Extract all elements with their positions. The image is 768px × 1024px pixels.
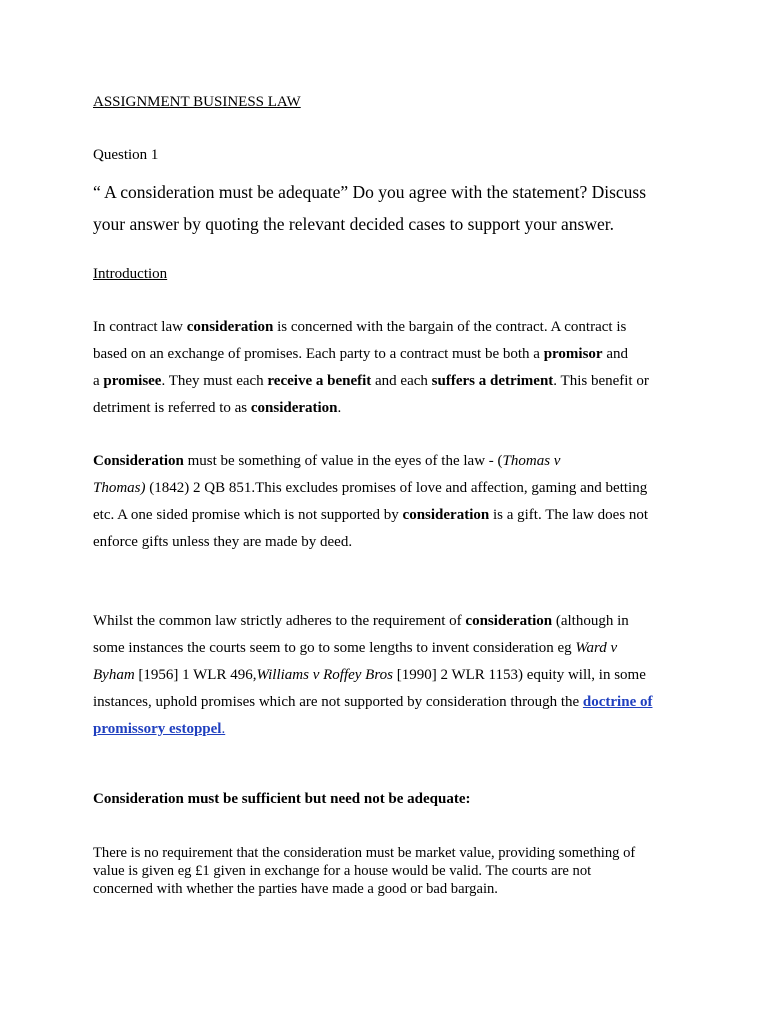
paragraph-4-line-3: concerned with whether the parties have made a good or bad bargain.	[93, 881, 498, 897]
section-subheading	[93, 792, 471, 807]
text-run: and each	[371, 373, 432, 389]
document-heading: ASSIGNMENT BUSINESS LAW	[93, 94, 301, 110]
bold-term: consideration	[186, 319, 274, 335]
text-run: must be something of value in the eyes of the law - (	[183, 453, 503, 469]
bold-term: consideration	[465, 613, 553, 629]
text-run: a	[93, 373, 104, 389]
text-run: etc. A one sided promise which is not supported by	[93, 507, 403, 523]
text-run: is a gift. The law does not	[489, 507, 649, 523]
text-run: Whilst the common law strictly adheres to the requirement of	[93, 613, 466, 629]
paragraph-3-line-4	[93, 695, 652, 710]
bold-term: consideration	[402, 507, 490, 523]
paragraph-4-line-2: value is given eg £1 given in exchange for a house would be valid. The courts are not	[93, 863, 592, 879]
text-run: [1990] 2 WLR 1153) equity will, in some	[392, 667, 646, 683]
doctrine-link[interactable]: doctrine of	[582, 694, 653, 710]
bold-term: promisee	[103, 373, 162, 389]
paragraph-1-line-4	[93, 401, 341, 416]
question-label: Question 1	[93, 147, 159, 163]
bold-term: consideration	[250, 400, 338, 416]
bold-term: suffers a detriment	[431, 373, 554, 389]
bold-term: receive a benefit	[267, 373, 372, 389]
case-citation: Williams v Roffey Bros	[256, 667, 393, 683]
text-run: detriment is referred to as	[93, 400, 251, 416]
bold-term: promisor	[543, 346, 603, 362]
bold-term: Consideration	[93, 453, 184, 469]
question-line-1: “ A consideration must be adequate” Do you agree with the statement? Discuss	[93, 182, 647, 202]
text-run: instances, uphold promises which are not supported by consideration through the	[93, 694, 583, 710]
subheading-text: Consideration must be sufficient but need not be adequate:	[93, 791, 471, 807]
text-run: .	[221, 721, 226, 737]
text-run: .	[337, 400, 342, 416]
paragraph-3-line-5	[93, 722, 225, 737]
case-citation: Ward v	[575, 640, 618, 656]
paragraph-1-line-1	[93, 320, 626, 335]
text-run: (although in	[552, 613, 629, 629]
case-citation: Byham	[93, 667, 135, 683]
text-run: some instances the courts seem to go to some lengths to invent consideration eg	[93, 640, 576, 656]
paragraph-1-line-2	[93, 347, 628, 362]
text-run: . They must each	[161, 373, 268, 389]
question-line-2: your answer by quoting the relevant decided cases to support your answer.	[93, 214, 614, 234]
paragraph-3-line-2	[93, 641, 617, 656]
text-run: [1956] 1 WLR 496,	[134, 667, 257, 683]
text-run: (1842) 2 QB 851.This excludes promises of love and affection, gaming and betting	[145, 480, 648, 496]
paragraph-3-line-3	[93, 668, 646, 683]
text-run: and	[602, 346, 628, 362]
paragraph-3-line-1	[93, 614, 629, 629]
text-run: In contract law	[93, 319, 187, 335]
case-citation: Thomas)	[93, 480, 146, 496]
paragraph-4-line-1: There is no requirement that the consideration must be market value, providing something of	[93, 845, 636, 861]
promissory-estoppel-link[interactable]: promissory estoppel	[93, 721, 222, 737]
text-run: based on an exchange of promises. Each party to a contract must be both a	[93, 346, 544, 362]
text-run: is concerned with the bargain of the contract. A contract is	[273, 319, 627, 335]
text-run: . This benefit or	[553, 373, 649, 389]
case-citation: Thomas v	[502, 453, 561, 469]
paragraph-2-line-1	[93, 454, 560, 469]
paragraph-1-line-3	[93, 374, 649, 389]
introduction-heading: Introduction	[93, 266, 168, 282]
paragraph-2-line-3	[93, 508, 648, 523]
paragraph-2-line-4: enforce gifts unless they are made by deed.	[93, 534, 353, 550]
paragraph-2-line-2	[93, 481, 647, 496]
